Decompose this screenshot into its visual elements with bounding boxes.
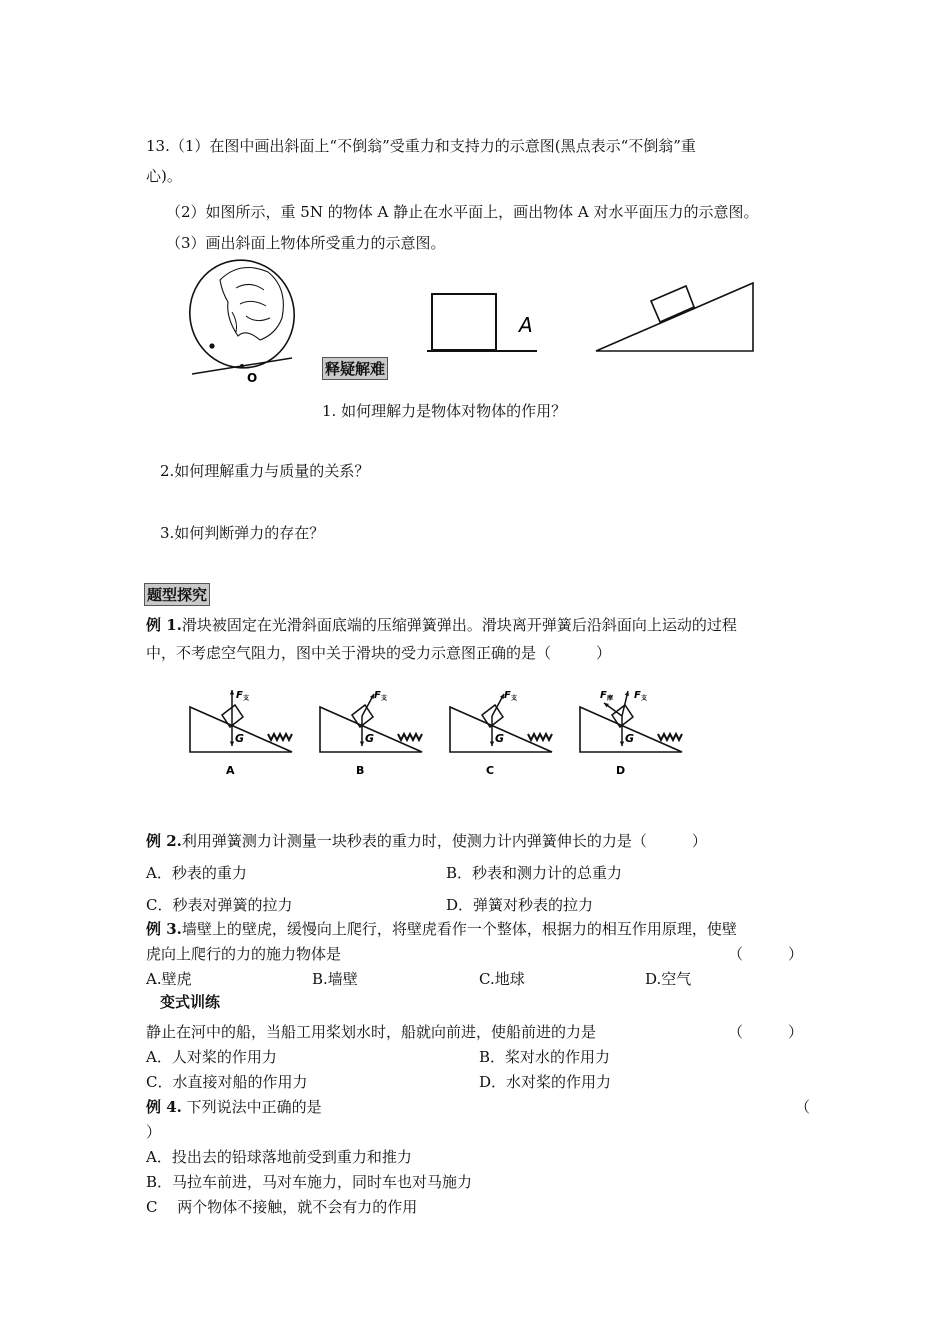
ex4-option-b: B．马拉车前进，马对车施力，同时车也对马施力 (146, 1173, 473, 1191)
ex1-line2: 中，不考虑空气阻力，图中关于滑块的受力示意图正确的是（ ） (146, 644, 612, 662)
ex1-fig-a-f-label: F (236, 690, 243, 701)
ex3-answer-paren: （ ） (728, 945, 804, 963)
shiyi-q3: 3.如何判断弹力的存在？ (160, 524, 325, 542)
ex2-option-b: B．秒表和测力计的总重力 (446, 864, 623, 882)
bianshi-answer-paren: （ ） (728, 1023, 804, 1041)
ex1-fig-a-letter: A (226, 764, 235, 777)
ex1-fig-b-letter: B (356, 764, 365, 777)
ex2-label: 例 2. (146, 832, 182, 850)
ex1-fig-d-friction-sub: 摩 (607, 695, 614, 702)
bianshi-option-b: B．桨对水的作用力 (479, 1048, 611, 1066)
shiyi-q1: 1. 如何理解力是物体对物体的作用？ (322, 402, 567, 420)
ex1-fig-a-support-arrow-head (230, 690, 234, 695)
ex1-fig-d-g-label: G (625, 732, 635, 745)
ex3-option-c: C.地球 (479, 970, 525, 988)
ex3-line2: 虎向上爬行的力的施力物体是 (146, 945, 342, 963)
ex1-label: 例 1. (146, 616, 182, 634)
ex1-fig-c-f-label: F (504, 690, 511, 701)
tumbler-face-detail (232, 284, 270, 332)
tumbler-face (220, 268, 283, 341)
bianshi-stem: 静止在河中的船，当船工用桨划水时，船就向前进，使船前进的力是 (146, 1023, 597, 1041)
tumbler-body (176, 247, 308, 382)
ex3-label: 例 3. (146, 920, 182, 938)
shiyi-q2: 2.如何理解重力与质量的关系？ (160, 462, 370, 480)
ex1-fig-d-friction-label: F (600, 690, 607, 701)
ex4-option-a: A．投出去的铅球落地前受到重力和推力 (146, 1148, 412, 1166)
ex1-fig-c-letter: C (486, 764, 495, 777)
ex1-fig-d-f-label: F (634, 690, 641, 701)
bianshi-option-a: A．人对桨的作用力 (146, 1048, 277, 1066)
section-bianshi-title: 变式训练 (160, 993, 221, 1011)
ex2-option-c: C．秒表对弹簧的拉力 (146, 896, 293, 914)
section-tixing-title: 题型探究 (144, 583, 210, 606)
ex3-option-d: D.空气 (645, 970, 692, 988)
point-o-label: O (247, 371, 258, 385)
ex1-fig-c-gravity-arrow-head (490, 741, 494, 746)
ex4-stem: 下列说法中正确的是 (181, 1098, 322, 1116)
ex1-fig-c-f-sub: 支 (511, 695, 518, 702)
ex1-fig-b-spring (398, 734, 422, 740)
ex4-paren-open: （ (795, 1098, 811, 1116)
ex3-option-a: A.壁虎 (146, 970, 192, 988)
contact-point (240, 364, 244, 368)
incline-block-figure (590, 278, 760, 358)
ex1-fig-c-g-label: G (495, 732, 505, 745)
block-a-label: A (519, 313, 533, 337)
q13-line2: 心)。 (146, 167, 182, 185)
ex3-line1: 墙壁上的壁虎，缓慢向上爬行，将壁虎看作一个整体，根据力的相互作用原理，使壁 (181, 920, 737, 938)
ex1-fig-b-gravity-arrow-head (360, 741, 364, 746)
ex1-fig-b-f-label: F (374, 690, 381, 701)
ex1-fig-b-f-sub: 支 (381, 695, 388, 702)
ex1-line1: 滑块被固定在光滑斜面底端的压缩弹簧弹出。滑块离开弹簧后沿斜面向上运动的过程 (181, 616, 737, 634)
ex1-figures (185, 682, 705, 777)
block-a-figure (425, 290, 545, 360)
bianshi-option-c: C．水直接对船的作用力 (146, 1073, 308, 1091)
ex2-option-d: D．弹簧对秒表的拉力 (446, 896, 594, 914)
section-shiyi-title: 释疑解难 (322, 357, 388, 380)
ex1-fig-b-g-label: G (365, 732, 375, 745)
tumbler-figure (180, 258, 310, 388)
ex1-fig-d-letter: D (616, 764, 626, 777)
q13-part3: （3）画出斜面上物体所受重力的示意图。 (166, 234, 446, 252)
bianshi-option-d: D．水对桨的作用力 (479, 1073, 612, 1091)
ex2-option-a: A．秒表的重力 (146, 864, 247, 882)
ex1-fig-c-spring (528, 734, 552, 740)
ex3-option-b: B.墙壁 (312, 970, 358, 988)
incline (596, 283, 753, 351)
ex1-fig-a-gravity-arrow-head (230, 741, 234, 746)
block-a (432, 294, 496, 350)
ex1-fig-d-gravity-arrow-head (620, 741, 624, 746)
ex1-fig-d-spring (658, 734, 682, 740)
ex4-paren-close: ） (146, 1123, 162, 1141)
ex1-fig-a-g-label: G (235, 732, 245, 745)
ex4-option-c: C 两个物体不接触，就不会有力的作用 (146, 1198, 418, 1216)
ex1-fig-a-spring (268, 734, 292, 740)
center-of-gravity-dot (209, 343, 214, 348)
ex1-fig-a-f-sub: 支 (243, 695, 250, 702)
q13-line1: 13.（1）在图中画出斜面上“不倒翁”受重力和支持力的示意图(黑点表示“不倒翁”重 (146, 137, 696, 155)
incline-block (651, 286, 694, 322)
ex4-label: 例 4. (146, 1098, 182, 1116)
ex2-stem: 利用弹簧测力计测量一块秒表的重力时，使测力计内弹簧伸长的力是（ ） (181, 832, 707, 850)
ex1-fig-d-f-sub: 支 (641, 695, 648, 702)
q13-part2: （2）如图所示，重 5N 的物体 A 静止在水平面上，画出物体 A 对水平面压力的示意图。 (166, 203, 759, 221)
